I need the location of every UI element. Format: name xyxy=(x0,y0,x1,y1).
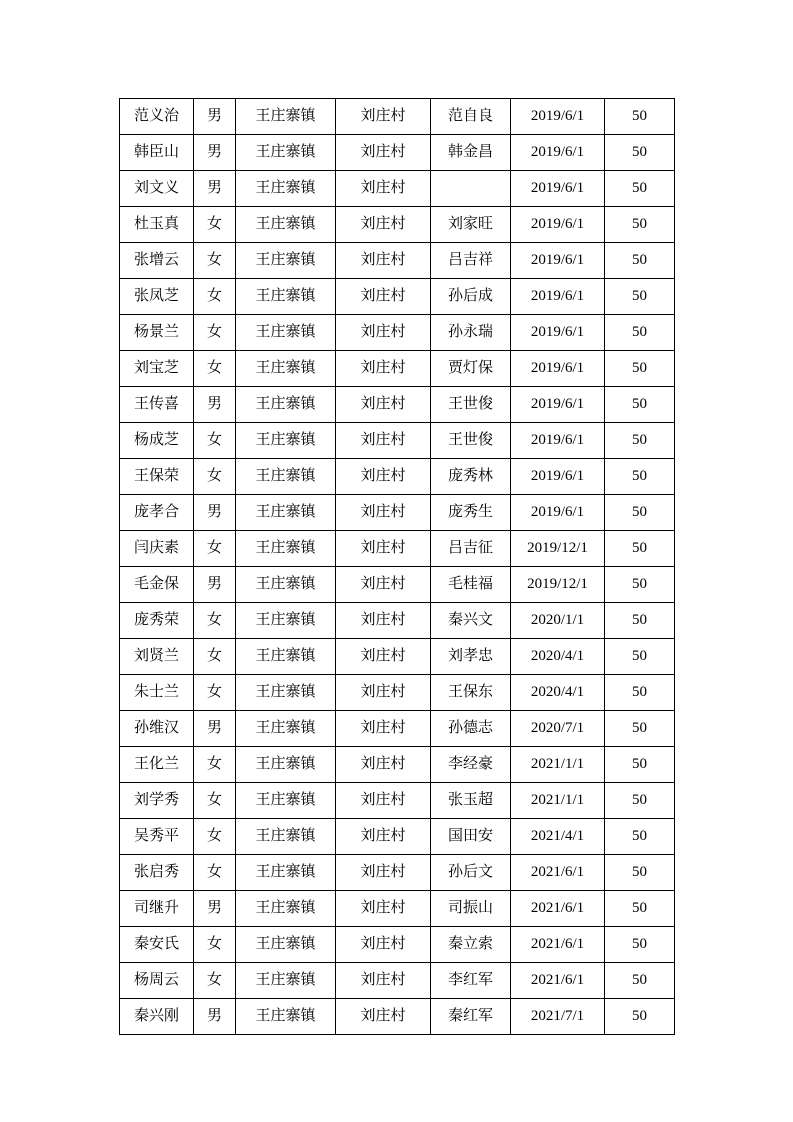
cell-village: 刘庄村 xyxy=(336,207,431,243)
cell-relative: 吕吉祥 xyxy=(431,243,511,279)
cell-relative: 刘家旺 xyxy=(431,207,511,243)
cell-sex: 男 xyxy=(194,891,236,927)
cell-village: 刘庄村 xyxy=(336,99,431,135)
cell-name: 孙维汉 xyxy=(120,711,194,747)
cell-name: 范义治 xyxy=(120,99,194,135)
cell-date: 2019/6/1 xyxy=(511,243,605,279)
cell-sex: 女 xyxy=(194,675,236,711)
cell-sex: 女 xyxy=(194,531,236,567)
cell-relative: 秦兴文 xyxy=(431,603,511,639)
cell-relative: 王世俊 xyxy=(431,387,511,423)
cell-name: 杨成芝 xyxy=(120,423,194,459)
cell-relative: 王保东 xyxy=(431,675,511,711)
cell-town: 王庄寨镇 xyxy=(236,243,336,279)
cell-amount: 50 xyxy=(605,423,675,459)
cell-date: 2020/1/1 xyxy=(511,603,605,639)
cell-village: 刘庄村 xyxy=(336,459,431,495)
cell-date: 2021/6/1 xyxy=(511,927,605,963)
cell-sex: 女 xyxy=(194,459,236,495)
cell-sex: 女 xyxy=(194,927,236,963)
cell-relative: 刘孝忠 xyxy=(431,639,511,675)
cell-date: 2019/12/1 xyxy=(511,567,605,603)
cell-amount: 50 xyxy=(605,279,675,315)
cell-relative xyxy=(431,171,511,207)
cell-name: 庞孝合 xyxy=(120,495,194,531)
cell-sex: 男 xyxy=(194,999,236,1035)
cell-amount: 50 xyxy=(605,747,675,783)
cell-village: 刘庄村 xyxy=(336,999,431,1035)
cell-amount: 50 xyxy=(605,711,675,747)
cell-name: 秦安氏 xyxy=(120,927,194,963)
cell-sex: 女 xyxy=(194,603,236,639)
cell-name: 张启秀 xyxy=(120,855,194,891)
table-row xyxy=(120,171,675,207)
table-row xyxy=(120,639,675,675)
cell-amount: 50 xyxy=(605,99,675,135)
table-row xyxy=(120,675,675,711)
cell-amount: 50 xyxy=(605,819,675,855)
cell-amount: 50 xyxy=(605,243,675,279)
cell-name: 刘学秀 xyxy=(120,783,194,819)
cell-town: 王庄寨镇 xyxy=(236,603,336,639)
table-row xyxy=(120,927,675,963)
table-row xyxy=(120,531,675,567)
cell-date: 2019/6/1 xyxy=(511,351,605,387)
cell-date: 2021/4/1 xyxy=(511,819,605,855)
cell-town: 王庄寨镇 xyxy=(236,963,336,999)
table-row xyxy=(120,423,675,459)
cell-name: 刘贤兰 xyxy=(120,639,194,675)
cell-amount: 50 xyxy=(605,135,675,171)
cell-relative: 王世俊 xyxy=(431,423,511,459)
table-row xyxy=(120,99,675,135)
cell-date: 2019/6/1 xyxy=(511,171,605,207)
cell-date: 2020/4/1 xyxy=(511,675,605,711)
cell-relative: 李经豪 xyxy=(431,747,511,783)
cell-sex: 女 xyxy=(194,855,236,891)
cell-town: 王庄寨镇 xyxy=(236,207,336,243)
cell-amount: 50 xyxy=(605,675,675,711)
roster-table xyxy=(119,98,675,1035)
cell-amount: 50 xyxy=(605,351,675,387)
cell-relative: 孙后文 xyxy=(431,855,511,891)
cell-relative: 司振山 xyxy=(431,891,511,927)
table-row xyxy=(120,315,675,351)
cell-village: 刘庄村 xyxy=(336,927,431,963)
cell-name: 秦兴刚 xyxy=(120,999,194,1035)
table-row xyxy=(120,351,675,387)
cell-amount: 50 xyxy=(605,855,675,891)
cell-name: 杨周云 xyxy=(120,963,194,999)
cell-village: 刘庄村 xyxy=(336,819,431,855)
cell-relative: 韩金昌 xyxy=(431,135,511,171)
cell-name: 闫庆素 xyxy=(120,531,194,567)
cell-sex: 男 xyxy=(194,495,236,531)
cell-name: 王保荣 xyxy=(120,459,194,495)
cell-village: 刘庄村 xyxy=(336,387,431,423)
cell-relative: 李红军 xyxy=(431,963,511,999)
cell-village: 刘庄村 xyxy=(336,423,431,459)
cell-amount: 50 xyxy=(605,927,675,963)
cell-amount: 50 xyxy=(605,531,675,567)
cell-sex: 男 xyxy=(194,387,236,423)
cell-name: 刘宝芝 xyxy=(120,351,194,387)
cell-sex: 女 xyxy=(194,819,236,855)
cell-village: 刘庄村 xyxy=(336,279,431,315)
cell-relative: 孙后成 xyxy=(431,279,511,315)
cell-town: 王庄寨镇 xyxy=(236,387,336,423)
cell-town: 王庄寨镇 xyxy=(236,639,336,675)
cell-name: 杜玉真 xyxy=(120,207,194,243)
cell-date: 2021/7/1 xyxy=(511,999,605,1035)
cell-sex: 女 xyxy=(194,279,236,315)
cell-town: 王庄寨镇 xyxy=(236,927,336,963)
cell-relative: 吕吉征 xyxy=(431,531,511,567)
table-row xyxy=(120,999,675,1035)
cell-relative: 孙永瑞 xyxy=(431,315,511,351)
cell-sex: 男 xyxy=(194,567,236,603)
cell-name: 司继升 xyxy=(120,891,194,927)
cell-village: 刘庄村 xyxy=(336,351,431,387)
cell-village: 刘庄村 xyxy=(336,711,431,747)
cell-town: 王庄寨镇 xyxy=(236,171,336,207)
cell-relative: 张玉超 xyxy=(431,783,511,819)
cell-village: 刘庄村 xyxy=(336,603,431,639)
cell-name: 刘文义 xyxy=(120,171,194,207)
cell-village: 刘庄村 xyxy=(336,567,431,603)
cell-village: 刘庄村 xyxy=(336,783,431,819)
cell-name: 王传喜 xyxy=(120,387,194,423)
cell-amount: 50 xyxy=(605,171,675,207)
cell-relative: 贾灯保 xyxy=(431,351,511,387)
table-row xyxy=(120,963,675,999)
table-row xyxy=(120,567,675,603)
cell-town: 王庄寨镇 xyxy=(236,855,336,891)
table-row xyxy=(120,135,675,171)
cell-date: 2019/6/1 xyxy=(511,387,605,423)
cell-name: 毛金保 xyxy=(120,567,194,603)
cell-sex: 女 xyxy=(194,747,236,783)
cell-town: 王庄寨镇 xyxy=(236,819,336,855)
cell-relative: 庞秀生 xyxy=(431,495,511,531)
cell-date: 2019/6/1 xyxy=(511,99,605,135)
cell-sex: 女 xyxy=(194,963,236,999)
table-row xyxy=(120,387,675,423)
cell-village: 刘庄村 xyxy=(336,675,431,711)
cell-amount: 50 xyxy=(605,639,675,675)
cell-sex: 男 xyxy=(194,171,236,207)
cell-amount: 50 xyxy=(605,891,675,927)
cell-sex: 女 xyxy=(194,207,236,243)
cell-town: 王庄寨镇 xyxy=(236,495,336,531)
cell-name: 王化兰 xyxy=(120,747,194,783)
cell-amount: 50 xyxy=(605,999,675,1035)
cell-town: 王庄寨镇 xyxy=(236,675,336,711)
cell-name: 杨景兰 xyxy=(120,315,194,351)
cell-village: 刘庄村 xyxy=(336,315,431,351)
cell-town: 王庄寨镇 xyxy=(236,99,336,135)
cell-town: 王庄寨镇 xyxy=(236,279,336,315)
cell-village: 刘庄村 xyxy=(336,135,431,171)
table-row xyxy=(120,855,675,891)
cell-date: 2021/1/1 xyxy=(511,747,605,783)
cell-sex: 女 xyxy=(194,243,236,279)
cell-sex: 女 xyxy=(194,423,236,459)
cell-relative: 国田安 xyxy=(431,819,511,855)
cell-amount: 50 xyxy=(605,459,675,495)
cell-village: 刘庄村 xyxy=(336,243,431,279)
cell-town: 王庄寨镇 xyxy=(236,747,336,783)
cell-sex: 女 xyxy=(194,783,236,819)
cell-town: 王庄寨镇 xyxy=(236,711,336,747)
cell-date: 2019/6/1 xyxy=(511,207,605,243)
cell-relative: 范自良 xyxy=(431,99,511,135)
cell-relative: 庞秀林 xyxy=(431,459,511,495)
cell-village: 刘庄村 xyxy=(336,891,431,927)
cell-date: 2019/6/1 xyxy=(511,315,605,351)
cell-village: 刘庄村 xyxy=(336,639,431,675)
cell-town: 王庄寨镇 xyxy=(236,891,336,927)
cell-town: 王庄寨镇 xyxy=(236,459,336,495)
cell-sex: 男 xyxy=(194,711,236,747)
cell-date: 2019/6/1 xyxy=(511,423,605,459)
cell-date: 2021/6/1 xyxy=(511,855,605,891)
cell-amount: 50 xyxy=(605,207,675,243)
cell-village: 刘庄村 xyxy=(336,495,431,531)
cell-relative: 秦红军 xyxy=(431,999,511,1035)
cell-date: 2019/6/1 xyxy=(511,279,605,315)
cell-date: 2021/6/1 xyxy=(511,891,605,927)
cell-name: 张增云 xyxy=(120,243,194,279)
cell-village: 刘庄村 xyxy=(336,963,431,999)
table-row xyxy=(120,459,675,495)
cell-village: 刘庄村 xyxy=(336,531,431,567)
roster-table-body xyxy=(120,99,675,1035)
table-row xyxy=(120,243,675,279)
cell-name: 张凤芝 xyxy=(120,279,194,315)
table-row xyxy=(120,207,675,243)
cell-town: 王庄寨镇 xyxy=(236,783,336,819)
cell-village: 刘庄村 xyxy=(336,855,431,891)
cell-name: 吴秀平 xyxy=(120,819,194,855)
cell-date: 2020/4/1 xyxy=(511,639,605,675)
cell-relative: 秦立索 xyxy=(431,927,511,963)
cell-sex: 女 xyxy=(194,315,236,351)
table-row xyxy=(120,495,675,531)
cell-town: 王庄寨镇 xyxy=(236,567,336,603)
cell-town: 王庄寨镇 xyxy=(236,315,336,351)
table-row xyxy=(120,711,675,747)
cell-date: 2020/7/1 xyxy=(511,711,605,747)
table-row xyxy=(120,891,675,927)
cell-date: 2019/6/1 xyxy=(511,135,605,171)
cell-town: 王庄寨镇 xyxy=(236,531,336,567)
cell-date: 2021/1/1 xyxy=(511,783,605,819)
table-row xyxy=(120,603,675,639)
cell-town: 王庄寨镇 xyxy=(236,999,336,1035)
cell-date: 2019/6/1 xyxy=(511,459,605,495)
cell-date: 2021/6/1 xyxy=(511,963,605,999)
cell-village: 刘庄村 xyxy=(336,171,431,207)
cell-amount: 50 xyxy=(605,603,675,639)
cell-town: 王庄寨镇 xyxy=(236,135,336,171)
cell-amount: 50 xyxy=(605,387,675,423)
cell-amount: 50 xyxy=(605,783,675,819)
cell-amount: 50 xyxy=(605,567,675,603)
table-row xyxy=(120,783,675,819)
cell-sex: 女 xyxy=(194,639,236,675)
cell-amount: 50 xyxy=(605,495,675,531)
cell-village: 刘庄村 xyxy=(336,747,431,783)
cell-amount: 50 xyxy=(605,315,675,351)
table-row xyxy=(120,747,675,783)
cell-name: 韩臣山 xyxy=(120,135,194,171)
cell-town: 王庄寨镇 xyxy=(236,351,336,387)
cell-sex: 男 xyxy=(194,99,236,135)
table-row xyxy=(120,819,675,855)
cell-amount: 50 xyxy=(605,963,675,999)
cell-relative: 毛桂福 xyxy=(431,567,511,603)
cell-town: 王庄寨镇 xyxy=(236,423,336,459)
cell-sex: 男 xyxy=(194,135,236,171)
cell-relative: 孙德志 xyxy=(431,711,511,747)
cell-sex: 女 xyxy=(194,351,236,387)
cell-name: 朱士兰 xyxy=(120,675,194,711)
cell-date: 2019/6/1 xyxy=(511,495,605,531)
cell-name: 庞秀荣 xyxy=(120,603,194,639)
cell-date: 2019/12/1 xyxy=(511,531,605,567)
table-row xyxy=(120,279,675,315)
